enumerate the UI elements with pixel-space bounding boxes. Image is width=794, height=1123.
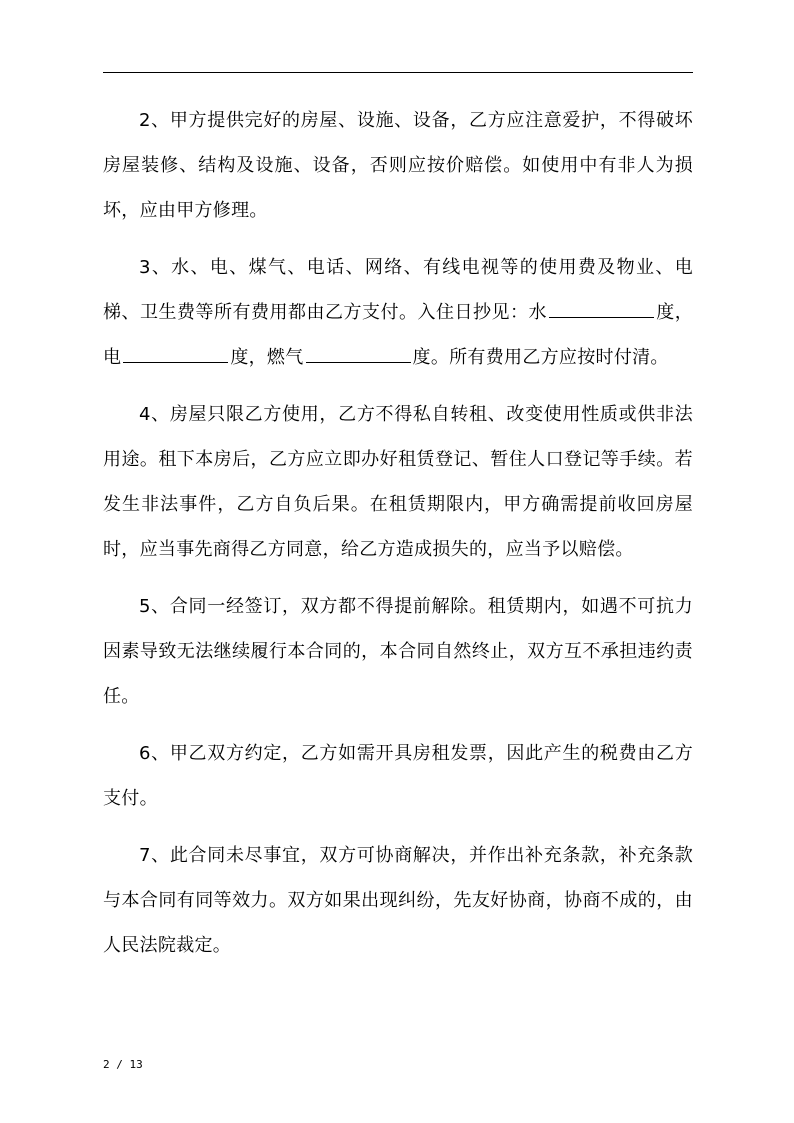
clause-3-text-d: 度。所有费用乙方应按时付清。 [412, 347, 669, 368]
clause-3-text-b: 度，电 [103, 302, 693, 368]
document-body [103, 98, 693, 980]
clause-5-paragraph: 5、合同一经签订，双方都不得提前解除。租赁期内，如遇不可抗力因素导致无法继续履行本合同的，本合同自然终止，双方互不承担违约责任。 [103, 596, 693, 707]
clause-7-paragraph: 7、此合同未尽事宜，双方可协商解决，并作出补充条款，补充条款与本合同有同等效力。双方如果出现纠纷，先友好协商，协商不成的，由人民法院裁定。 [103, 845, 693, 956]
clause-3-paragraph [103, 245, 693, 380]
clause-3-text-a: 3、水、电、煤气、电话、网络、有线电视等的使用费及物业、电梯、卫生费等所有费用都由乙方支付。入住日抄见：水 [103, 257, 693, 323]
clause-3-text-c: 度，燃气 [230, 347, 304, 368]
clause-2-paragraph: 2、甲方提供完好的房屋、设施、设备，乙方应注意爱护，不得破坏房屋装修、结构及设施、设备，否则应按价赔偿。如使用中有非人为损坏，应由甲方修理。 [103, 110, 693, 221]
clause-4-paragraph: 4、房屋只限乙方使用，乙方不得私自转租、改变使用性质或供非法用途。租下本房后，乙方应立即办好租赁登记、暂住人口登记等手续。若发生非法事件，乙方自负后果。在租赁期限内，甲方确需提前收回房屋时，应当事先商得乙方同意，给乙方造成损失的，应当予以赔偿。 [103, 404, 693, 560]
gas-reading-blank [306, 361, 411, 363]
clause-6-paragraph: 6、甲乙双方约定，乙方如需开具房租发票，因此产生的税费由乙方支付。 [103, 743, 693, 809]
header-rule [103, 72, 693, 73]
electricity-reading-blank [123, 361, 228, 363]
water-reading-blank [549, 316, 654, 318]
page-number: 2 / 13 [103, 1058, 143, 1071]
